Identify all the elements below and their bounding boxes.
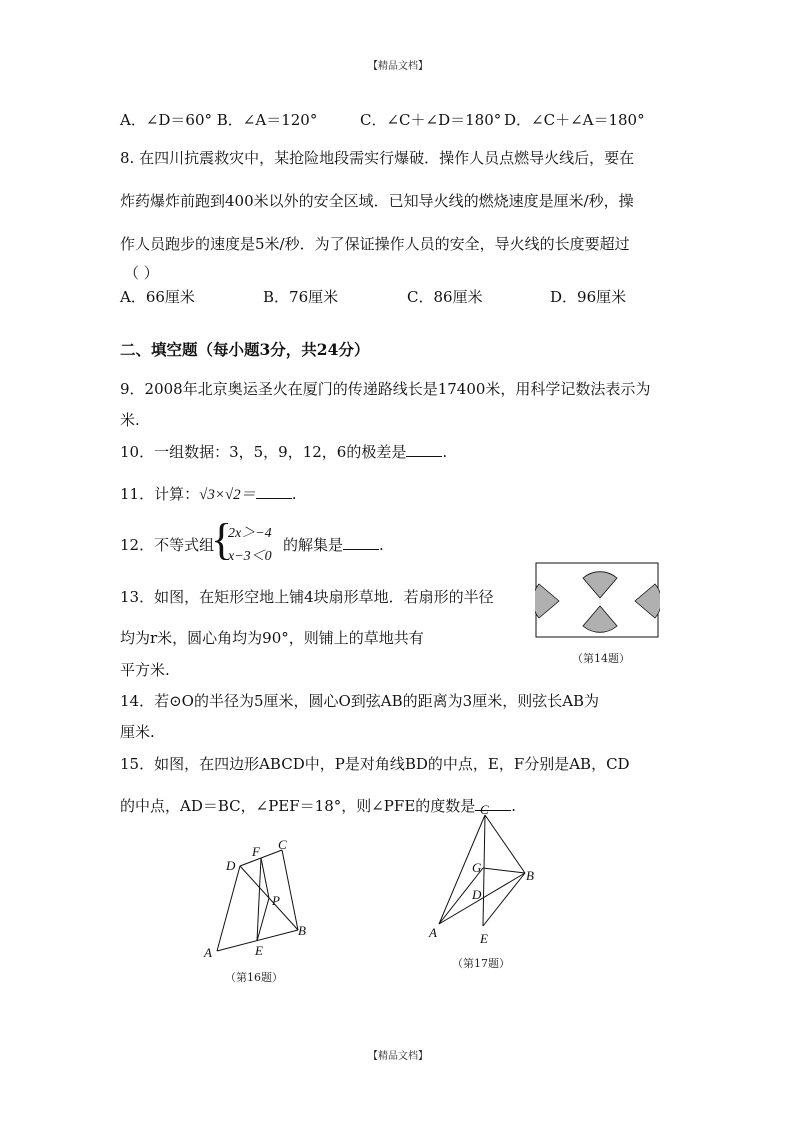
fig17-label-g: G xyxy=(472,860,482,875)
page-header: 【精品文档】 xyxy=(368,61,428,72)
q8-answer-paren: （ ） xyxy=(124,264,159,282)
fig16-label-p: P xyxy=(272,893,280,908)
fig17-segment-gb xyxy=(483,868,525,873)
q7-option-c: C．∠C＋∠D＝180° xyxy=(360,111,502,129)
q8-option-c: C．86厘米 xyxy=(407,288,483,306)
q8-line1: 8. 在四川抗震救灾中，某抢险地段需实行爆破．操作人员点燃导火线后，要在 xyxy=(120,149,635,167)
fig17-edge-ab xyxy=(439,873,525,924)
q7-option-d: D．∠C＋∠A＝180° xyxy=(504,111,645,129)
q11-line xyxy=(120,483,296,504)
figure16-caption: （第16题） xyxy=(225,971,283,984)
sector-top xyxy=(583,572,617,598)
q15-end: . xyxy=(511,797,517,815)
fig17-edge-cb xyxy=(485,815,525,873)
figure16 xyxy=(195,832,320,967)
q9-line1: 9．2008年北京奥运圣火在厦门的传递路线长是17400米，用科学记数法表示为 xyxy=(120,380,651,398)
fig17-label-e: E xyxy=(480,931,488,946)
q8-option-b: B．76厘米 xyxy=(263,288,339,306)
q12-brace: { xyxy=(211,515,233,564)
q12-prefix: 12．不等式组 xyxy=(120,536,215,554)
q8-option-d: D．96厘米 xyxy=(550,288,627,306)
q8-line3: 作人员跑步的速度是5米/秒．为了保证操作人员的安全，导火线的长度要超过 xyxy=(120,235,630,253)
q12-end: . xyxy=(379,536,384,554)
q14-line2: 厘米. xyxy=(120,723,155,741)
q8-line2: 炸药爆炸前跑到400米以外的安全区域．已知导火线的燃烧速度是厘米/秒，操 xyxy=(120,192,634,210)
q10-line xyxy=(120,441,447,462)
fig16-label-c: C xyxy=(278,837,287,852)
q9-line2: 米. xyxy=(120,411,140,429)
q12-suffix: 的解集是 xyxy=(283,536,344,554)
figure17 xyxy=(425,800,550,950)
figure14-caption: （第14题） xyxy=(572,652,630,665)
fig16-label-a: A xyxy=(204,945,212,960)
figure17-caption: （第17题） xyxy=(452,957,510,970)
page-footer: 【精品文档】 xyxy=(368,1051,428,1062)
q10-text: 10．一组数据：3，5，9，12，6的极差是 xyxy=(120,443,407,461)
fig17-label-a: A xyxy=(429,925,437,940)
q10-end: . xyxy=(442,443,448,461)
q10-answer-blank[interactable] xyxy=(406,442,442,457)
fig16-label-d: D xyxy=(226,858,236,873)
q7-option-ab: A．∠D＝60° B．∠A＝120° xyxy=(120,111,318,129)
fig16-edge-cb xyxy=(282,850,298,930)
section-heading: 二、填空题（每小题3分，共24分） xyxy=(120,340,370,359)
q11-answer-blank[interactable] xyxy=(256,484,292,499)
fig16-edge-ad xyxy=(217,866,240,951)
q11-end: . xyxy=(291,485,297,503)
fig16-label-b: B xyxy=(298,923,306,938)
fig16-label-f: F xyxy=(252,844,260,859)
q15-line1: 15．如图，在四边形ABCD中，P是对角线BD的中点，E，F分别是AB，CD xyxy=(120,755,630,773)
q8-option-a: A．66厘米 xyxy=(120,288,195,306)
fig17-label-b: B xyxy=(526,868,534,883)
fig16-label-e: E xyxy=(255,943,263,958)
sector-left xyxy=(535,584,559,618)
sector-bottom xyxy=(583,606,617,632)
sector-right xyxy=(635,584,660,618)
q14-line1: 14．若⊙O的半径为5厘米，圆心O到弦AB的距离为3厘米，则弦长AB为 xyxy=(120,692,600,710)
q12-line xyxy=(283,534,384,555)
fig17-segment-ce xyxy=(483,815,485,926)
fig17-label-c: C xyxy=(480,802,489,817)
q13-line3: 平方米. xyxy=(120,661,170,679)
q13-line1: 13．如图，在矩形空地上铺4块扇形草地．若扇形的半径 xyxy=(120,588,494,606)
fig16-segment-fp xyxy=(261,858,269,898)
q12-inequality-1: 2x＞−4 xyxy=(228,526,272,541)
q13-line2: 均为r米，圆心角均为90°，则铺上的草地共有 xyxy=(120,629,424,647)
q11-prefix: 11．计算： xyxy=(120,485,200,503)
fig17-label-d: D xyxy=(472,887,482,902)
fig17-segment-eb xyxy=(483,873,525,926)
q12-answer-blank[interactable] xyxy=(343,535,379,550)
q11-expression: √3×√2＝ xyxy=(199,487,256,503)
q12-inequality-2: x−3＜0 xyxy=(228,549,272,564)
q15-line2-text: 的中点，AD＝BC，∠PEF＝18°，则∠PFE的度数是 xyxy=(120,797,476,815)
sector-figure xyxy=(535,562,660,640)
